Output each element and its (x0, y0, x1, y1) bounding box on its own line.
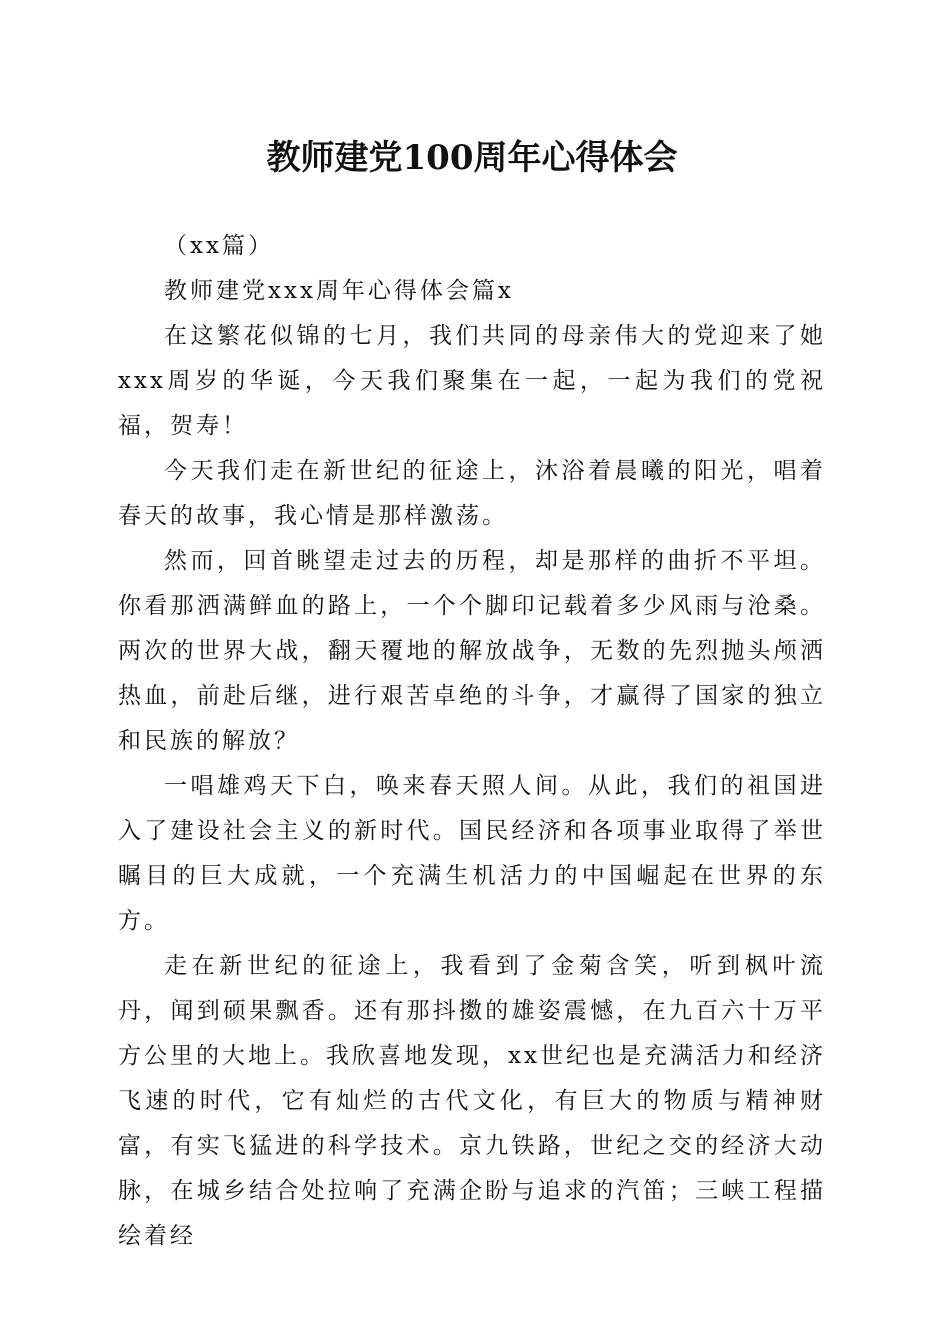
document-page (118, 128, 826, 1259)
paragraph: 在这繁花似锦的七月，我们共同的母亲伟大的党迎来了她xxx周岁的华诞，今天我们聚集在一起，一起为我们的党祝福，贺寿！ (118, 323, 826, 439)
paragraph-heading: 教师建党xxx周年心得体会篇x (164, 278, 514, 304)
paragraph: 走在新世纪的征途上，我看到了金菊含笑，听到枫叶流丹，闻到硕果飘香。还有那抖擞的雄姿震憾，在九百六十万平方公里的大地上。我欣喜地发现，xx世纪也是充满活力和经济飞速的时代，它有灿烂的古代文化，有巨大的物质与精神财富，有实飞猛进的科学技术。京九铁路，世纪之交的经济大动脉，在城乡结合处拉响了充满企盼与追求的汽笛；三峡工程描绘着经 (118, 953, 826, 1249)
document-body (118, 224, 826, 1259)
paragraph: 然而，回首眺望走过去的历程，却是那样的曲折不平坦。你看那洒满鲜血的路上，一个个脚印记载着多少风雨与沧桑。两次的世界大战，翻天覆地的解放战争，无数的先烈抛头颅洒热血，前赴后继，进行艰苦卓绝的斗争，才赢得了国家的独立和民族的解放？ (118, 548, 826, 754)
document-title: 教师建党100周年心得体会 (266, 138, 678, 178)
paragraph: 今天我们走在新世纪的征途上，沐浴着晨曦的阳光，唱着春天的故事，我心情是那样激荡。 (118, 458, 826, 529)
paragraph-subtitle: （xx篇） (164, 233, 274, 259)
paragraph: 一唱雄鸡天下白，唤来春天照人间。从此，我们的祖国进入了建设社会主义的新时代。国民经济和各项事业取得了举世瞩目的巨大成就，一个充满生机活力的中国崛起在世界的东方。 (118, 773, 826, 934)
